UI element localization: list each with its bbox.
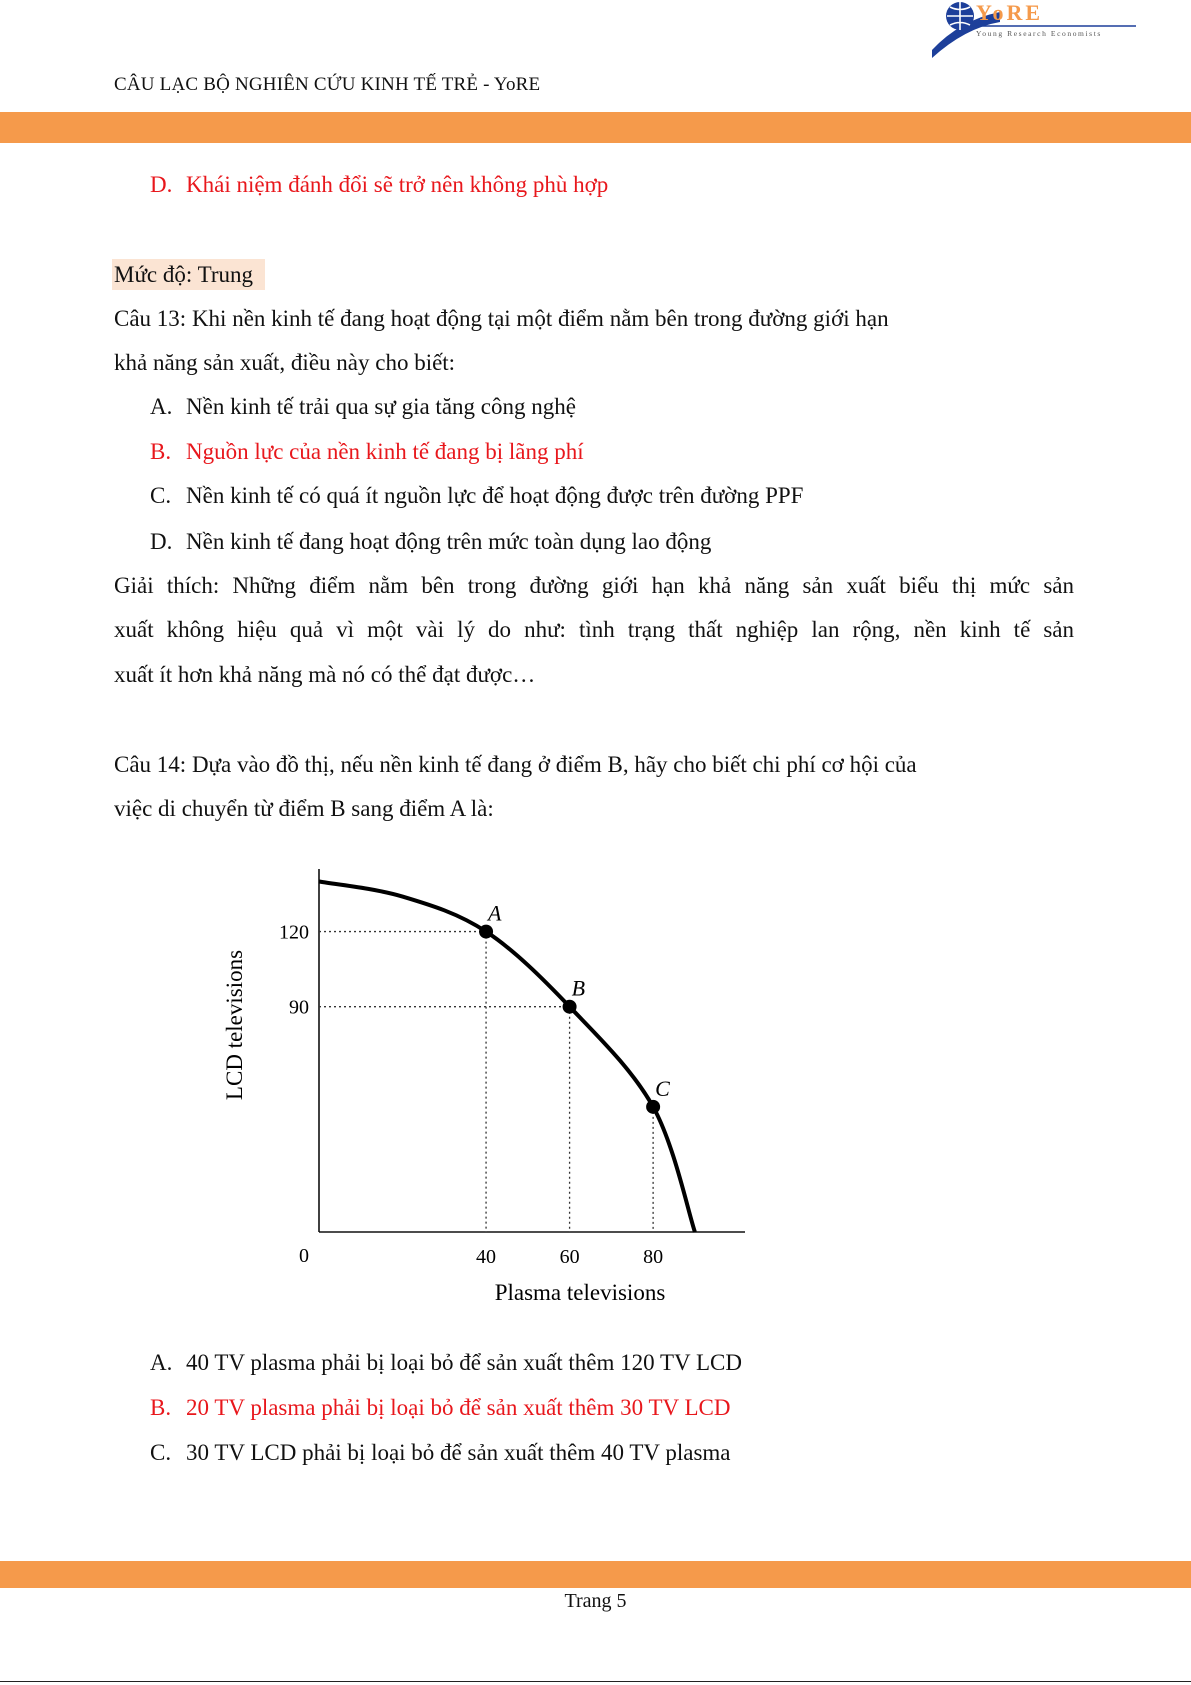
option-text: Nền kinh tế trải qua sự gia tăng công nghệ bbox=[186, 394, 576, 419]
q13-line-1: Câu 13: Khi nền kinh tế đang hoạt động tại một điểm nằm bên trong đường giới hạn bbox=[114, 306, 889, 331]
point-label-a: A bbox=[488, 900, 502, 926]
q13-explanation-line-2: xuất không hiệu quả vì một vài lý do như: tình trạng thất nghiệp lan rộng, nền kinh tế sản bbox=[114, 617, 1074, 642]
option-letter: B. bbox=[150, 439, 172, 464]
x-axis-label: Plasma televisions bbox=[494, 1280, 666, 1305]
footer-band bbox=[0, 1561, 1191, 1588]
q14-option-c bbox=[150, 1440, 731, 1466]
option-text: Khái niệm đánh đổi sẽ trở nên không phù hợp bbox=[186, 172, 609, 197]
option-text: Nền kinh tế đang hoạt động trên mức toàn dụng lao động bbox=[186, 529, 712, 554]
option-text: Nguồn lực của nền kinh tế đang bị lãng phí bbox=[186, 439, 584, 464]
y-tick-label: 90 bbox=[289, 996, 309, 1019]
option-letter: C. bbox=[150, 483, 172, 508]
option-text: 20 TV plasma phải bị loại bỏ để sản xuất thêm 30 TV LCD bbox=[186, 1395, 731, 1420]
q13-explanation-line-3: xuất ít hơn khả năng mà nó có thể đạt được… bbox=[114, 662, 536, 687]
org-title: CÂU LẠC BỘ NGHIÊN CỨU KINH TẾ TRẺ - YoRE bbox=[114, 74, 541, 95]
option-letter: D. bbox=[150, 529, 173, 554]
q13-option-d bbox=[150, 529, 711, 555]
option-text: 40 TV plasma phải bị loại bỏ để sản xuất thêm 120 TV LCD bbox=[186, 1350, 742, 1375]
point-label-c: C bbox=[655, 1075, 670, 1101]
bottom-rule bbox=[0, 1681, 1191, 1682]
q13-line-2: khả năng sản xuất, điều này cho biết: bbox=[114, 350, 456, 375]
point-b bbox=[563, 1000, 577, 1014]
option-letter: B. bbox=[150, 1395, 172, 1420]
option-letter: A. bbox=[150, 1350, 173, 1375]
q14-line-2: việc di chuyển từ điểm B sang điểm A là: bbox=[114, 796, 494, 821]
x-tick-label: 80 bbox=[643, 1246, 664, 1268]
option-text: Nền kinh tế có quá ít nguồn lực để hoạt động được trên đường PPF bbox=[186, 483, 804, 508]
yore-logo bbox=[930, 0, 1138, 58]
page-number: Trang 5 bbox=[564, 1590, 627, 1612]
difficulty-level: Mức độ: Trung bbox=[112, 259, 265, 290]
y-tick-label: 120 bbox=[279, 921, 309, 944]
q13-explanation-line-1: Giải thích: Những điểm nằm bên trong đường giới hạn khả năng sản xuất biểu thị mức sản bbox=[114, 573, 1074, 598]
logo-subtitle: Young Research Economists bbox=[976, 29, 1102, 38]
point-label-b: B bbox=[571, 975, 586, 1001]
logo-text: YoRE bbox=[976, 0, 1044, 25]
option-letter: D. bbox=[150, 172, 173, 197]
x-tick-label: 40 bbox=[476, 1246, 497, 1268]
header-band bbox=[0, 112, 1191, 143]
prev-option-d bbox=[150, 172, 608, 198]
q13-option-b bbox=[150, 439, 584, 465]
q14-option-b bbox=[150, 1395, 731, 1421]
point-a bbox=[479, 925, 493, 939]
x-tick-label: 60 bbox=[559, 1246, 580, 1268]
y-axis-label: LCD televisions bbox=[222, 949, 247, 1101]
point-c bbox=[646, 1100, 660, 1114]
q13-option-a bbox=[150, 394, 576, 420]
q13-option-c bbox=[150, 483, 803, 509]
option-letter: C. bbox=[150, 1440, 172, 1465]
option-text: 30 TV LCD phải bị loại bỏ để sản xuất thêm 40 TV plasma bbox=[186, 1440, 731, 1465]
ppf-curve bbox=[319, 882, 695, 1232]
ppf-chart bbox=[200, 855, 760, 1315]
q14-line-1: Câu 14: Dựa vào đồ thị, nếu nền kinh tế đang ở điểm B, hãy cho biết chi phí cơ hội của bbox=[114, 752, 917, 777]
q14-option-a bbox=[150, 1350, 742, 1376]
origin-label: 0 bbox=[299, 1245, 309, 1267]
option-letter: A. bbox=[150, 394, 173, 419]
